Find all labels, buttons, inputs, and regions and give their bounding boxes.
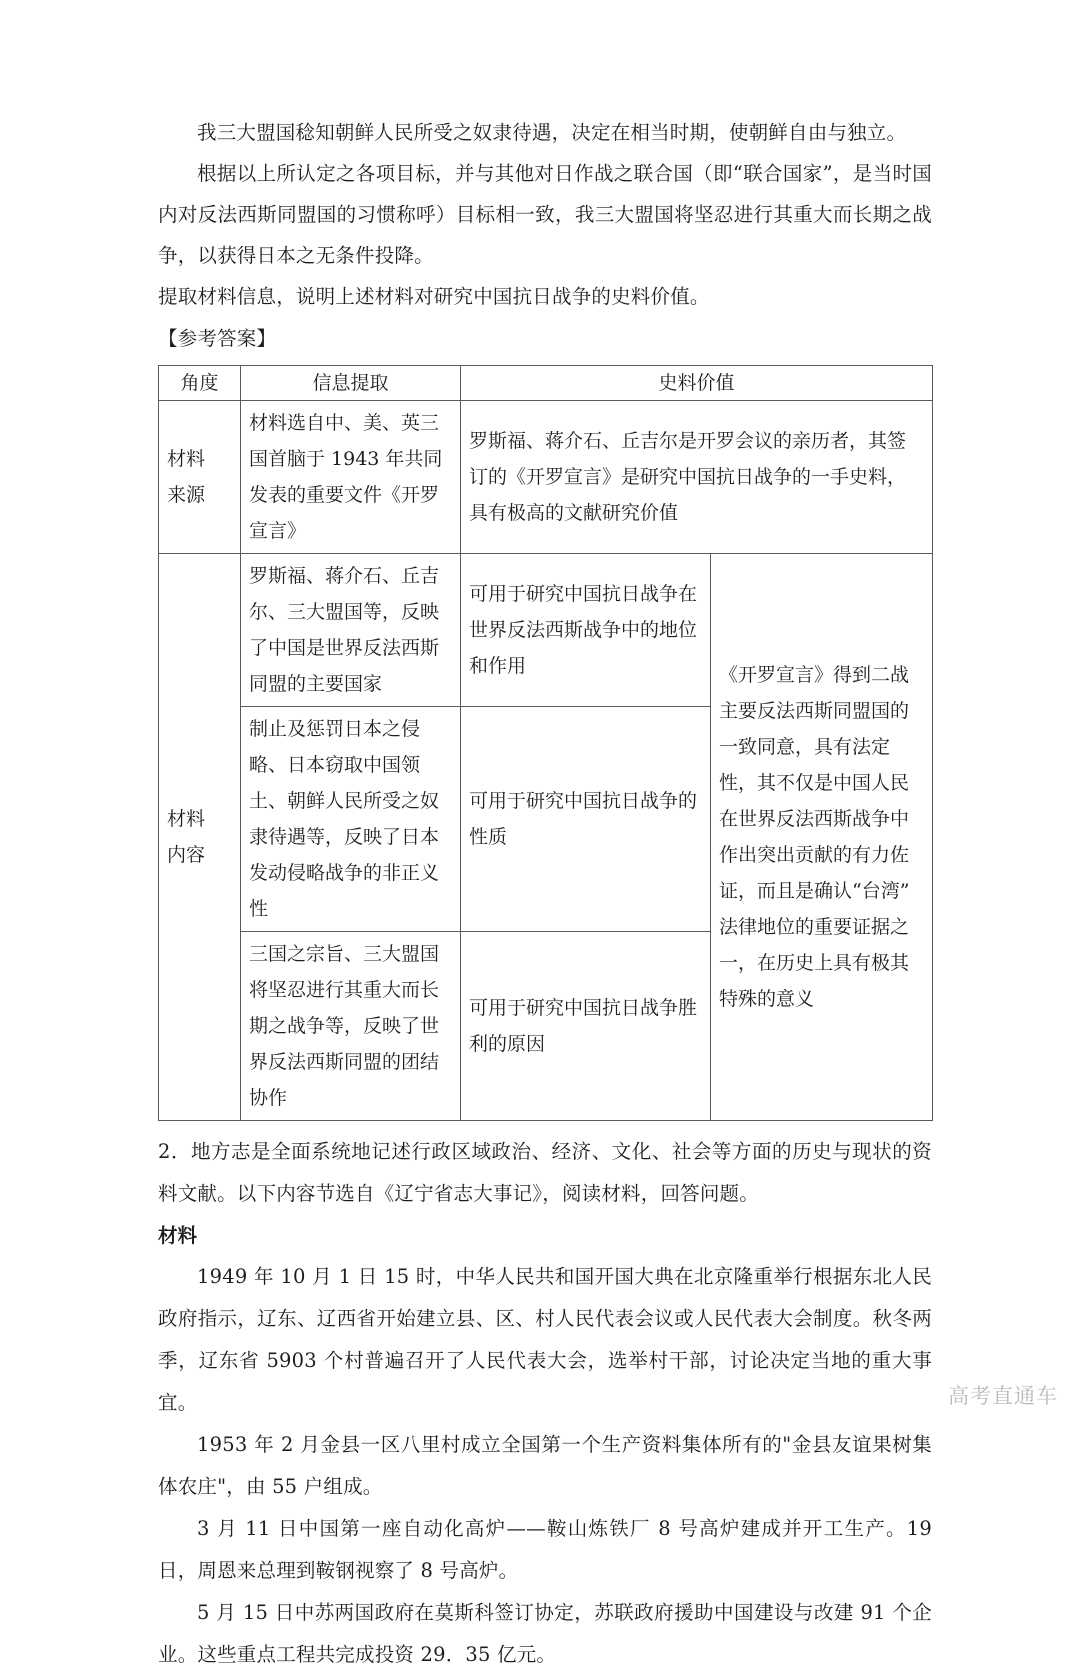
table-header-value: 史料价值 [461, 366, 933, 401]
cell-merged-significance: 《开罗宣言》得到二战主要反法西斯同盟国的一致同意，具有法定性，其不仅是中国人民在世界反法西斯战争中作出突出贡献的有力佐证，而且是确认“台湾”法律地位的重要证据之一，在历史上具有极其特殊的意义 [711, 554, 933, 1121]
material-body [158, 1256, 932, 1676]
material-paragraph-2: 1953 年 2 月金县一区八里村成立全国第一个生产资料集体所有的"金县友谊果树集体农庄"，由 55 户组成。 [158, 1433, 932, 1498]
cell-value-content-2: 可用于研究中国抗日战争的性质 [461, 707, 711, 932]
question-2-section [158, 1131, 932, 1676]
cell-info-content-1: 罗斯福、蒋介石、丘吉尔、三大盟国等，反映了中国是世界反法西斯同盟的主要国家 [241, 554, 461, 707]
cell-value-source: 罗斯福、蒋介石、丘吉尔是开罗会议的亲历者，其签订的《开罗宣言》是研究中国抗日战争的一手史料，具有极高的文献研究价值 [461, 401, 933, 554]
cell-info-content-3: 三国之宗旨、三大盟国将坚忍进行其重大而长期之战争等，反映了世界反法西斯同盟的团结协作 [241, 932, 461, 1121]
intro-paragraph-1: 我三大盟国稔知朝鲜人民所受之奴隶待遇，决定在相当时期，使朝鲜自由与独立。 [197, 121, 907, 144]
answer-heading: 【参考答案】 [158, 327, 277, 350]
table-header-angle: 角度 [159, 366, 241, 401]
cell-value-content-3: 可用于研究中国抗日战争胜利的原因 [461, 932, 711, 1121]
question-2-stem: 2．地方志是全面系统地记述行政区域政治、经济、文化、社会等方面的历史与现状的资料文献。以下内容节选自《辽宁省志大事记》，阅读材料，回答问题。 [158, 1140, 932, 1205]
document-content [158, 112, 932, 1676]
cell-value-content-1: 可用于研究中国抗日战争在世界反法西斯战争中的地位和作用 [461, 554, 711, 707]
material-paragraph-3: 3 月 11 日中国第一座自动化高炉——鞍山炼铁厂 8 号高炉建成并开工生产。19 日，周恩来总理到鞍钢视察了 8 号高炉。 [158, 1517, 932, 1582]
angle-label-source: 材料 来源 [167, 448, 206, 506]
material-paragraph-1: 1949 年 10 月 1 日 15 时，中华人民共和国开国大典在北京隆重举行根据东北人民政府指示，辽东、辽西省开始建立县、区、村人民代表会议或人民代表大会制度。秋冬两季，辽东省 5903 个村普遍召开了人民代表大会，选举村干部，讨论决定当地的重大事宜。 [158, 1265, 932, 1414]
table-header-info: 信息提取 [241, 366, 461, 401]
cell-info-content-2: 制止及惩罚日本之侵略、日本窃取中国领土、朝鲜人民所受之奴隶待遇等，反映了日本发动侵略战争的非正义性 [241, 707, 461, 932]
cell-angle-source [159, 401, 241, 554]
material-paragraph-4: 5 月 15 日中苏两国政府在莫斯科签订协定，苏联政府援助中国建设与改建 91 个企业。这些重点工程共完成投资 29．35 亿元。 [158, 1601, 932, 1666]
answer-table [158, 365, 933, 1121]
table-row-source [159, 401, 933, 554]
intro-paragraph-2: 根据以上所认定之各项目标，并与其他对日作战之联合国（即“联合国家”，是当时国内对反法西斯同盟国的习惯称呼）目标相一致，我三大盟国将坚忍进行其重大而长期之战争，以获得日本之无条件投降。 [158, 162, 932, 267]
material-label: 材料 [158, 1224, 198, 1247]
cell-angle-content [159, 554, 241, 1121]
angle-label-content: 材料 内容 [167, 808, 206, 866]
watermark: 高考直通车 [948, 1384, 1058, 1408]
question-prompt: 提取材料信息，说明上述材料对研究中国抗日战争的史料价值。 [158, 285, 710, 308]
table-header-row [159, 366, 933, 401]
table-row-content-1 [159, 554, 933, 707]
cell-info-source: 材料选自中、美、英三国首脑于 1943 年共同发表的重要文件《开罗宣言》 [241, 401, 461, 554]
